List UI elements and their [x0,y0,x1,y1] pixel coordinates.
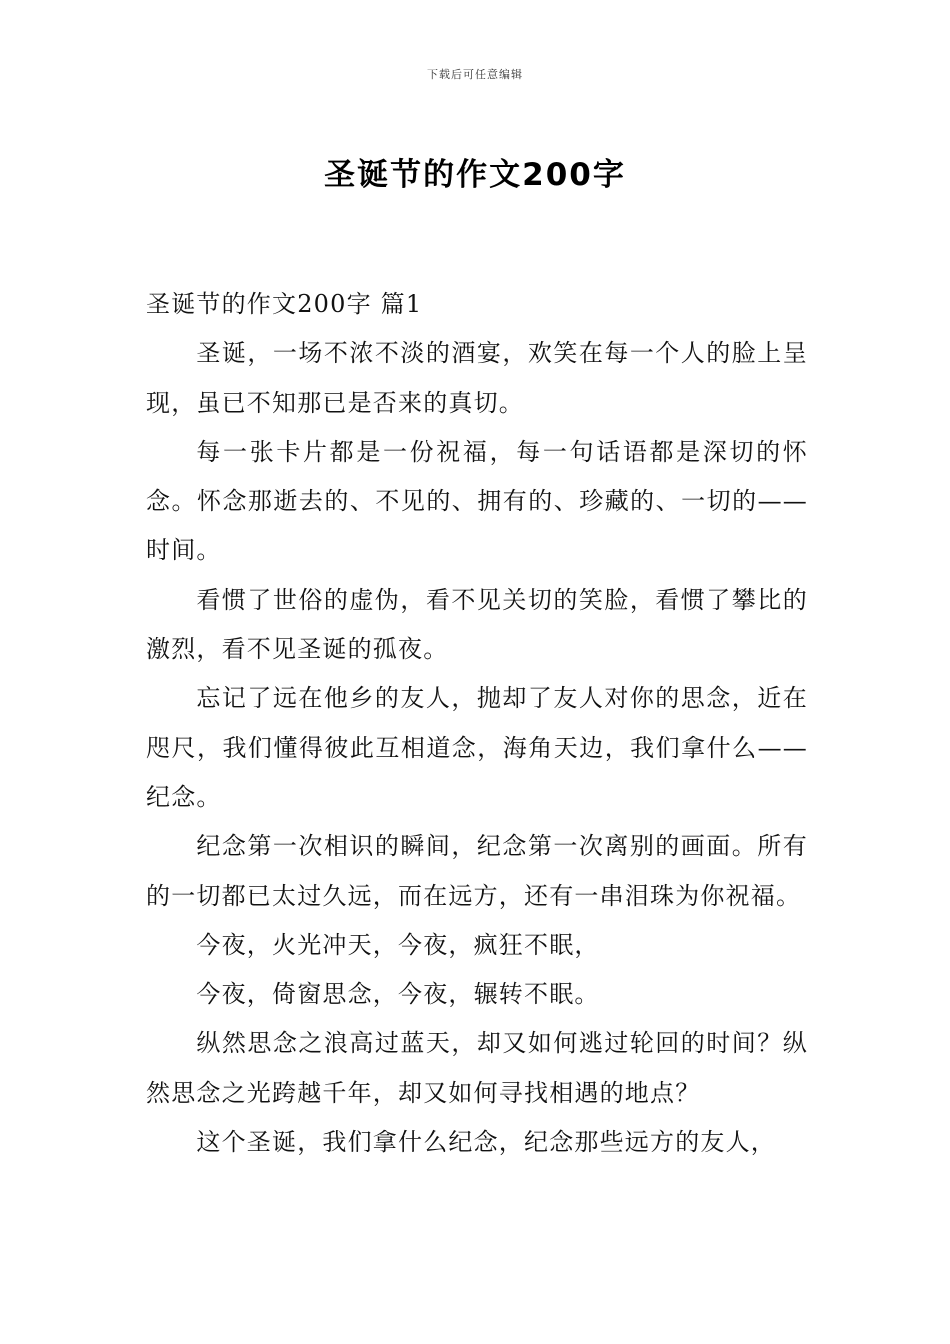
paragraph-6: 今夜，火光冲天，今夜，疯狂不眠， [196,930,600,959]
paragraph-7: 今夜，倚窗思念，今夜，辗转不眠。 [196,980,600,1009]
paragraph-1: 圣诞，一场不浓不淡的酒宴，欢笑在每一个人的脸上呈现，虽已不知那已是否来的真切。 [146,339,808,417]
paragraph-8: 纵然思念之浪高过蓝天，却又如何逃过轮回的时间？纵然思念之光跨越千年，却又如何寻找相遇的地点？ [146,1029,808,1107]
document-title: 圣诞节的作文200字 [324,156,626,193]
paragraph-3: 看惯了世俗的虚伪，看不见关切的笑脸，看惯了攀比的激烈，看不见圣诞的孤夜。 [146,585,808,664]
section-heading: 圣诞节的作文200字 篇1 [146,290,423,318]
document-body [146,280,808,1167]
paragraph-2: 每一张卡片都是一份祝福，每一句话语都是深切的怀念。怀念那逝去的、不见的、拥有的、珍藏的、一切的——时间。 [146,437,808,565]
paragraph-4: 忘记了远在他乡的友人，抛却了友人对你的思念，近在咫尺，我们懂得彼此互相道念，海角天边，我们拿什么——纪念。 [146,684,808,811]
paragraph-5: 纪念第一次相识的瞬间，纪念第一次离别的画面。所有的一切都已太过久远，而在远方，还有一串泪珠为你祝福。 [146,832,808,910]
header-note: 下载后可任意编辑 [427,68,523,81]
paragraph-9: 这个圣诞，我们拿什么纪念，纪念那些远方的友人， [196,1128,776,1157]
